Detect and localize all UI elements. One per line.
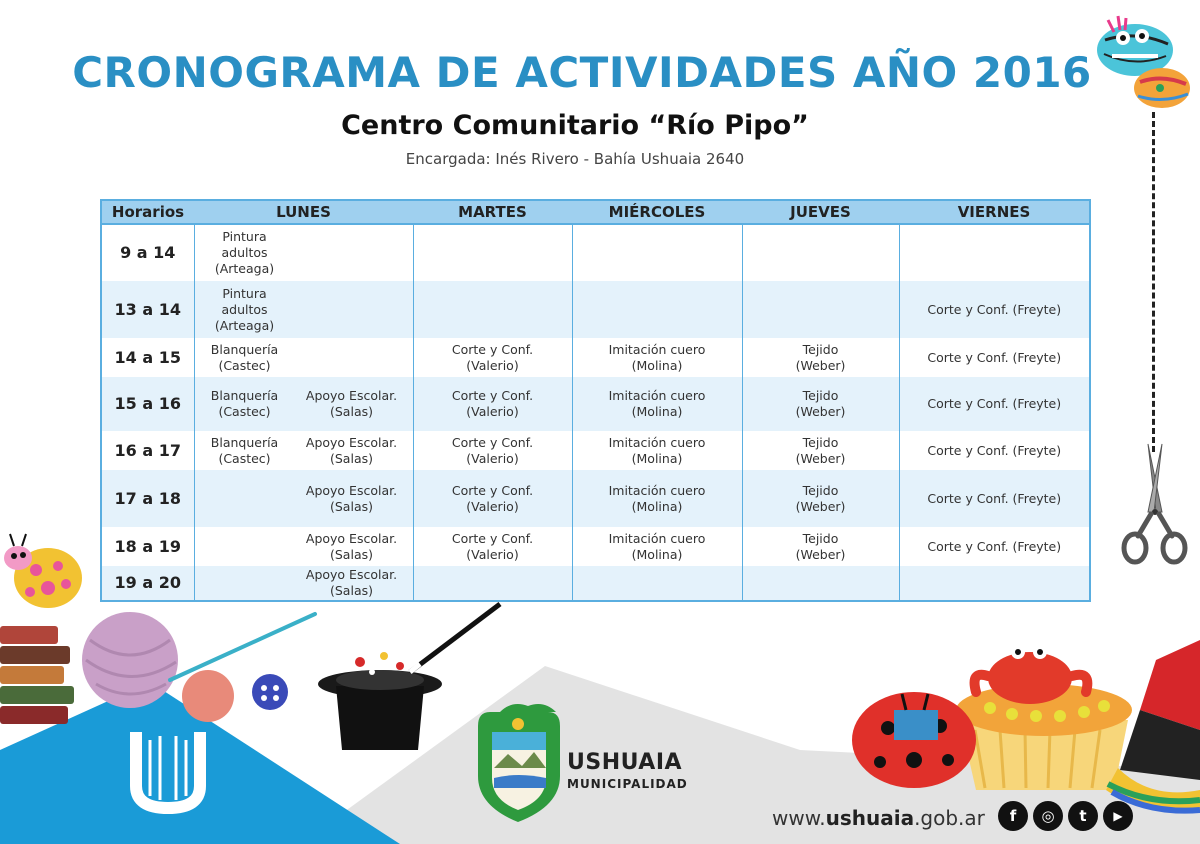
- table-header-row: [101, 200, 1090, 224]
- martes-cell: [413, 224, 572, 281]
- yarn-ball-pink: [182, 670, 234, 722]
- ushuaia-shield-icon: [478, 704, 560, 822]
- miercoles-cell: [572, 281, 742, 338]
- lunes-b-line: Apoyo Escolar.: [305, 388, 398, 403]
- viernes-cell: [899, 527, 1090, 566]
- lunes-a-line: Blanquería: [210, 388, 279, 403]
- miercoles-line: Imitación cuero: [608, 434, 706, 450]
- jueves-cell: [742, 281, 899, 338]
- time-cell: 19 a 20: [101, 566, 194, 601]
- viernes-cell: [899, 338, 1090, 377]
- lunes-b-line: Apoyo Escolar.: [305, 434, 398, 450]
- col-header-martes: MARTES: [413, 200, 572, 224]
- brand-sub: MUNICIPALIDAD: [567, 777, 688, 791]
- lunes-cell: [194, 470, 413, 527]
- viernes-cell: [899, 431, 1090, 470]
- martes-line: (Valerio): [466, 450, 519, 466]
- youtube-icon[interactable]: ▶: [1103, 801, 1133, 831]
- table-row: [101, 527, 1090, 566]
- lunes-b-line: Apoyo Escolar.: [305, 567, 398, 582]
- martes-line: Corte y Conf.: [451, 341, 534, 357]
- lunes-a-line: Pintura: [222, 285, 267, 301]
- lunes-activity-a: [197, 286, 293, 334]
- center-name: Centro Comunitario “Río Pipo”: [341, 110, 809, 141]
- miercoles-line: Imitación cuero: [608, 530, 706, 546]
- miercoles-cell: [572, 431, 742, 470]
- col-header-lunes: LUNES: [194, 200, 413, 224]
- jueves-line: Tejido: [802, 434, 839, 450]
- martes-line: Corte y Conf.: [451, 388, 534, 403]
- lunes-activity-a: [197, 229, 293, 277]
- time-cell: 16 a 17: [114, 440, 181, 460]
- viernes-line: Corte y Conf. (Freyte): [927, 301, 1062, 317]
- miercoles-cell: [572, 470, 742, 527]
- jueves-line: (Weber): [795, 546, 846, 562]
- jueves-line: Tejido: [802, 388, 839, 403]
- twitter-icon[interactable]: t: [1068, 801, 1098, 831]
- time-cell: 13 a 14: [101, 281, 194, 338]
- martes-line: (Valerio): [466, 404, 519, 419]
- lunes-b-line: (Salas): [330, 583, 373, 598]
- martes-line: (Valerio): [466, 546, 519, 562]
- col-header-horarios: Horarios: [101, 200, 194, 224]
- ladybug-cup-icon: [852, 692, 976, 788]
- jueves-cell: [742, 566, 899, 601]
- lunes-b-line: Apoyo Escolar.: [305, 482, 398, 498]
- jueves-line: (Weber): [795, 357, 846, 373]
- miercoles-cell: [572, 566, 742, 601]
- jueves-cell: [742, 338, 899, 377]
- viernes-line: Corte y Conf. (Freyte): [927, 538, 1062, 554]
- miercoles-line: (Molina): [631, 357, 683, 373]
- martes-cell: [413, 527, 572, 566]
- lunes-b-line: (Salas): [330, 498, 373, 514]
- brand-name: USHUAIA: [567, 750, 683, 775]
- jueves-cell: [742, 224, 899, 281]
- page-title: CRONOGRAMA DE ACTIVIDADES AÑO 2016: [72, 48, 1092, 97]
- time-cell: 14 a 15: [114, 347, 181, 367]
- jueves-line: (Weber): [795, 498, 846, 514]
- martes-cell: [413, 470, 572, 527]
- facebook-icon[interactable]: f: [998, 801, 1028, 831]
- lunes-activity-b: [293, 531, 411, 563]
- lunes-activity-a: [197, 388, 293, 420]
- martes-cell: [413, 377, 572, 431]
- col-header-miercoles: MIÉRCOLES: [572, 200, 742, 224]
- lunes-cell: [194, 377, 413, 431]
- lunes-activity-b: [293, 435, 411, 467]
- lunes-a-line: Blanquería: [210, 341, 279, 357]
- lunes-b-line: (Salas): [330, 546, 373, 562]
- table-row: [101, 338, 1090, 377]
- miercoles-cell: [572, 377, 742, 431]
- viernes-line: Corte y Conf. (Freyte): [927, 490, 1062, 506]
- miercoles-cell: [572, 224, 742, 281]
- jueves-cell: [742, 470, 899, 527]
- cupcake-icon: [956, 645, 1132, 790]
- lunes-activity-b: [293, 388, 411, 420]
- manager-line: Encargada: Inés Rivero - Bahía Ushuaia 2640: [405, 150, 745, 168]
- lunes-a-line: (Arteaga): [214, 261, 275, 276]
- jueves-cell: [742, 431, 899, 470]
- instagram-icon[interactable]: ◎: [1033, 801, 1063, 831]
- lunes-b-line: Apoyo Escolar.: [305, 530, 398, 546]
- ushuaia-brand: [567, 750, 688, 791]
- schedule-table: [100, 199, 1091, 602]
- viernes-cell: [899, 377, 1090, 431]
- url-prefix: www.: [772, 806, 826, 830]
- table-row: [101, 470, 1090, 527]
- jueves-line: Tejido: [802, 530, 839, 546]
- miercoles-cell: [572, 527, 742, 566]
- table-row: [101, 224, 1090, 281]
- col-header-viernes: VIERNES: [899, 200, 1090, 224]
- col-header-jueves: JUEVES: [742, 200, 899, 224]
- button-icon: [252, 674, 288, 710]
- time-cell: 15 a 16: [101, 377, 194, 431]
- lunes-cell: [194, 431, 413, 470]
- martes-line: (Valerio): [466, 498, 519, 514]
- viernes-line: Corte y Conf. (Freyte): [927, 396, 1062, 411]
- lunes-a-line: (Castec): [218, 404, 271, 419]
- lunes-b-line: (Salas): [330, 450, 373, 466]
- miercoles-line: (Molina): [631, 498, 683, 514]
- miercoles-line: (Molina): [631, 450, 683, 466]
- time-cell: 17 a 18: [101, 470, 194, 527]
- lunes-a-line: adultos: [221, 245, 268, 260]
- lunes-b-line: (Salas): [330, 404, 373, 419]
- lunes-a-line: Blanquería: [210, 434, 279, 450]
- lunes-a-line: (Castec): [218, 450, 271, 466]
- viernes-line: Corte y Conf. (Freyte): [927, 349, 1062, 365]
- painted-stones-icon: [1090, 10, 1194, 114]
- jueves-cell: [742, 377, 899, 431]
- lunes-cell: [194, 566, 413, 601]
- martes-line: Corte y Conf.: [451, 530, 534, 546]
- url-suffix: .gob.ar: [914, 806, 985, 830]
- scissors-icon: [1118, 440, 1190, 566]
- viernes-line: Corte y Conf. (Freyte): [927, 442, 1062, 458]
- miercoles-line: (Molina): [631, 404, 683, 419]
- table-row: [101, 566, 1090, 601]
- martes-cell: [413, 431, 572, 470]
- table-row: [101, 377, 1090, 431]
- lunes-cell: [194, 224, 413, 281]
- schedule-body: [101, 224, 1090, 601]
- jueves-line: (Weber): [795, 404, 846, 419]
- viernes-cell: [899, 224, 1090, 281]
- lunes-a-line: (Castec): [218, 357, 271, 373]
- miercoles-line: Imitación cuero: [608, 482, 706, 498]
- website-link[interactable]: [772, 806, 985, 830]
- lunes-cell: [194, 527, 413, 566]
- table-row: [101, 281, 1090, 338]
- table-row: [101, 431, 1090, 470]
- jueves-line: Tejido: [802, 341, 839, 357]
- lunes-a-line: adultos: [221, 301, 268, 317]
- lunes-cell: [194, 338, 413, 377]
- dashed-cut-line: [1152, 112, 1155, 452]
- jueves-line: Tejido: [802, 482, 839, 498]
- jueves-cell: [742, 527, 899, 566]
- viernes-cell: [899, 566, 1090, 601]
- books-icon: [0, 626, 74, 724]
- martes-line: Corte y Conf.: [451, 434, 534, 450]
- lunes-cell: [194, 281, 413, 338]
- lunes-activity-b: [293, 567, 411, 599]
- time-cell: 18 a 19: [114, 536, 181, 556]
- lunes-activity-a: [197, 435, 293, 467]
- crab-icon: [988, 652, 1072, 704]
- lunes-activity-a: [197, 342, 293, 374]
- martes-cell: [413, 281, 572, 338]
- lunes-a-line: (Arteaga): [214, 317, 275, 333]
- martes-cell: [413, 566, 572, 601]
- miercoles-cell: [572, 338, 742, 377]
- viernes-cell: [899, 281, 1090, 338]
- martes-line: Corte y Conf.: [451, 482, 534, 498]
- lunes-activity-b: [293, 483, 411, 515]
- miercoles-line: Imitación cuero: [608, 388, 706, 403]
- martes-line: (Valerio): [466, 357, 519, 373]
- miercoles-line: Imitación cuero: [608, 341, 706, 357]
- lunes-a-line: Pintura: [222, 229, 267, 244]
- time-cell: 9 a 14: [120, 243, 176, 262]
- url-bold: ushuaia: [825, 806, 915, 830]
- jueves-line: (Weber): [795, 450, 846, 466]
- viernes-cell: [899, 470, 1090, 527]
- martes-cell: [413, 338, 572, 377]
- miercoles-line: (Molina): [631, 546, 683, 562]
